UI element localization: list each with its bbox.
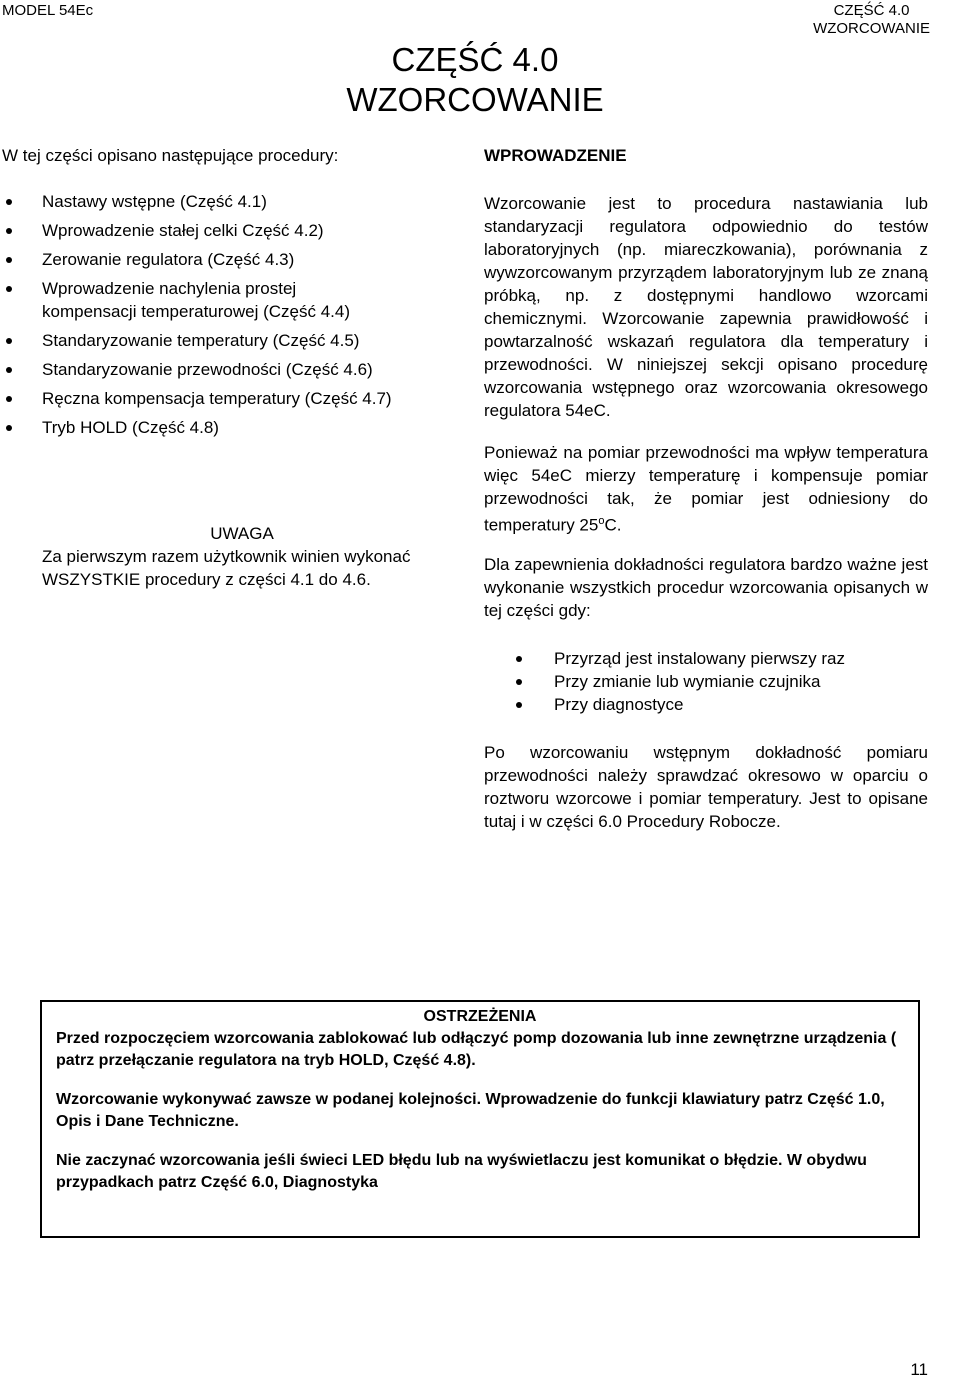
header-section-title: WZORCOWANIE — [813, 20, 930, 37]
list-item: Nastawy wstępne (Część 4.1) — [0, 190, 450, 213]
bullet-icon — [6, 257, 12, 263]
list-item: Zerowanie regulatora (Część 4.3) — [0, 248, 450, 271]
list-item: Standaryzowanie przewodności (Część 4.6) — [0, 358, 450, 381]
warning-title: OSTRZEŻENIA — [423, 1008, 537, 1025]
page-title — [300, 40, 650, 120]
page-number: 11 — [910, 1360, 928, 1379]
list-item: Przyrząd jest instalowany pierwszy raz — [484, 647, 928, 670]
bullet-icon — [516, 702, 522, 708]
list-item: Standaryzowanie temperatury (Część 4.5) — [0, 329, 450, 352]
warning-paragraph: Przed rozpoczęciem wzorcowania zablokować lub odłączyć pomp dozowania lub inne zewnętrzne urządzenia ( patrz przełączanie regulatora na tryb HOLD, Część 4.8). — [56, 1030, 897, 1069]
bullet-icon — [6, 396, 12, 402]
bullet-icon — [516, 656, 522, 662]
warning-paragraph: Wzorcowanie wykonywać zawsze w podanej kolejności. Wprowadzenie do funkcji klawiatury patrz Część 1.0, Opis i Dane Techniczne. — [56, 1091, 885, 1130]
list-item: Ręczna kompensacja temperatury (Część 4.7) — [0, 387, 467, 410]
bullet-icon — [6, 199, 12, 205]
section-heading: WPROWADZENIE — [484, 146, 627, 165]
intro-paragraph: Wzorcowanie jest to procedura nastawiania lub standaryzacji regulatora odpowiednio do testów laboratoryjnych (np. miareczkowania), porównania z wywzorcowanym przyrządem laboratoryjnym lub ze znaną próbką, np. z dostępnymi handlowo wzorcami chemicznymi. Wzorcowanie zapewnia prawidłowość i powtarzalność wskazań regulatora dla temperatury i przewodności. W niniejszej sekcji opisano procedurę wzorcowania wstępnego oraz wzorcowania okresowego regulatora 54eC. — [484, 194, 928, 420]
temperature-paragraph: Ponieważ na pomiar przewodności ma wpływ temperatura więc 54eC mierzy temperaturę i kompensuje pomiar przewodności tak, że pomiar jest odniesiony do temperatury 25$^o$C. — [484, 443, 928, 535]
condition-list — [484, 647, 928, 716]
bullet-icon — [6, 338, 12, 344]
procedure-list — [0, 190, 450, 445]
bullet-icon — [6, 425, 12, 431]
page-title-text: WZORCOWANIE — [346, 81, 604, 118]
bullet-icon — [6, 228, 12, 234]
note-title: UWAGA — [210, 524, 274, 543]
bullet-icon — [516, 679, 522, 685]
bullet-icon — [6, 367, 12, 373]
periodic-paragraph: Po wzorcowaniu wstępnym dokładność pomiaru przewodności należy sprawdzać okresowo w oparciu o roztworu wzorcowe i pomiar temperatury. Jest to opisane tutaj i w części 6.0 Procedury Robocze. — [484, 743, 928, 831]
degree-superscript: o — [598, 515, 605, 527]
warning-box — [40, 1000, 920, 1238]
list-item: Przy zmianie lub wymianie czujnika — [484, 670, 928, 693]
procedures-intro: W tej części opisano następujące procedury: — [2, 146, 339, 165]
header-model: MODEL 54Ec — [2, 2, 94, 19]
list-item: Przy diagnostyce — [484, 693, 928, 716]
header-section-number: CZĘŚĆ 4.0 — [833, 2, 910, 19]
list-item: Wprowadzenie stałej celki Część 4.2) — [0, 219, 450, 242]
note-text: Za pierwszym razem użytkownik winien wykonać WSZYSTKIE procedury z części 4.1 do 4.6. — [42, 547, 411, 589]
page-title-number: CZĘŚĆ 4.0 — [391, 41, 559, 78]
note-box — [42, 522, 442, 591]
header-section — [813, 2, 930, 38]
list-item: Wprowadzenie nachylenia prostej kompensacji temperaturowej (Część 4.4) — [0, 277, 362, 323]
bullet-icon — [6, 286, 12, 292]
accuracy-paragraph: Dla zapewnienia dokładności regulatora bardzo ważne jest wykonanie wszystkich procedur wzorcowania opisanych w tej części gdy: — [484, 555, 928, 620]
warning-paragraph: Nie zaczynać wzorcowania jeśli świeci LED błędu lub na wyświetlaczu jest komunikat o błędzie. W obydwu przypadkach patrz Część 6.0, Diagnostyka — [56, 1152, 867, 1191]
list-item: Tryb HOLD (Część 4.8) — [0, 416, 450, 439]
